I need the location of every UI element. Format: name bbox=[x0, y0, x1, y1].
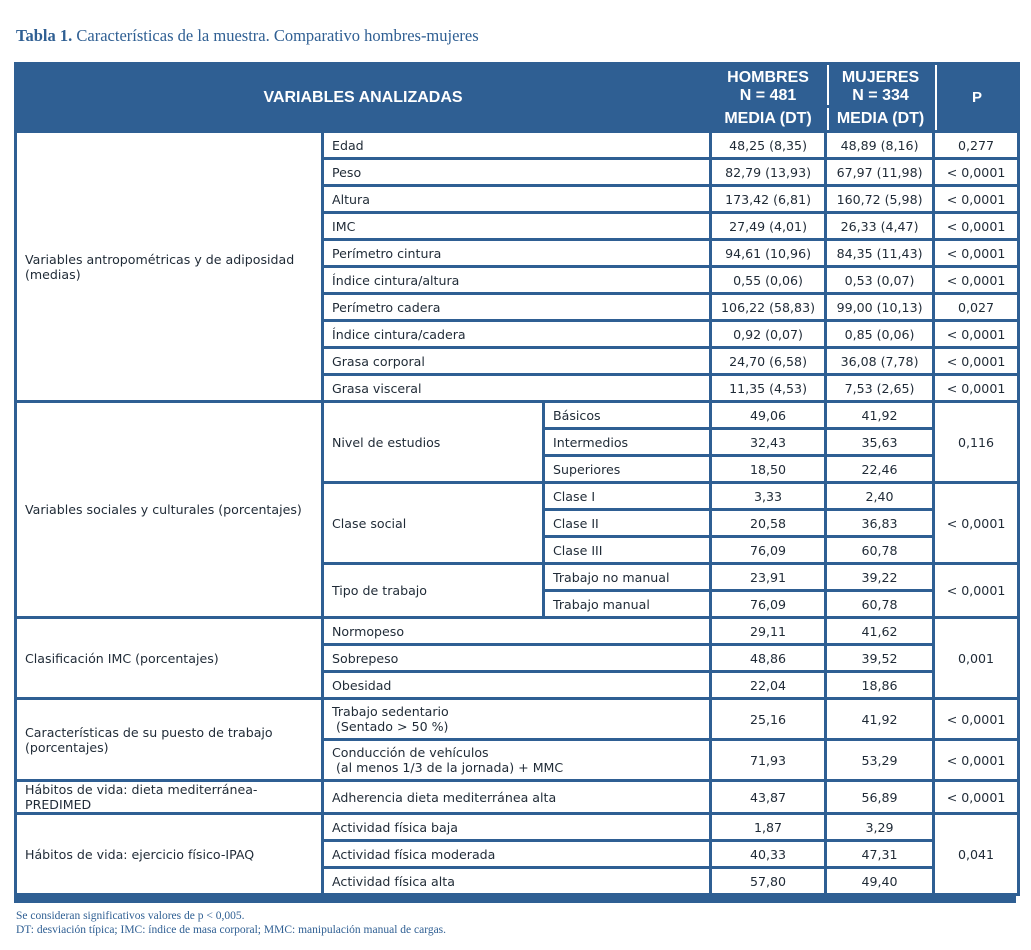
value-mujeres: 48,89 (8,16) bbox=[827, 133, 932, 157]
row-label: Superiores bbox=[545, 457, 709, 481]
value-hombres: 23,91 bbox=[712, 565, 824, 589]
value-hombres: 22,04 bbox=[712, 673, 824, 697]
row-label bbox=[324, 741, 709, 779]
value-hombres: 49,06 bbox=[712, 403, 824, 427]
table-footnote bbox=[16, 909, 446, 937]
subgroup-estudios: Nivel de estudios bbox=[324, 403, 542, 481]
value-p: < 0,0001 bbox=[935, 782, 1017, 812]
caption-label: Tabla 1. bbox=[16, 26, 73, 45]
value-hombres: 48,25 (8,35) bbox=[712, 133, 824, 157]
header-hombres-n: N = 481 bbox=[739, 87, 797, 104]
value-mujeres: 41,92 bbox=[827, 403, 932, 427]
row-label: Índice cintura/altura bbox=[324, 268, 709, 292]
value-hombres: 25,16 bbox=[712, 700, 824, 738]
row-label: Intermedios bbox=[545, 430, 709, 454]
value-p: < 0,0001 bbox=[935, 741, 1017, 779]
value-p: 0,041 bbox=[935, 815, 1017, 893]
value-hombres: 173,42 (6,81) bbox=[712, 187, 824, 211]
row-label: Normopeso bbox=[324, 619, 709, 643]
header-mujeres-n: N = 334 bbox=[852, 87, 909, 104]
group-antropo: Variables antropométricas y de adiposidad (medias) bbox=[17, 133, 321, 400]
value-mujeres: 47,31 bbox=[827, 842, 932, 866]
value-hombres: 0,92 (0,07) bbox=[712, 322, 824, 346]
value-hombres: 40,33 bbox=[712, 842, 824, 866]
row-label: IMC bbox=[324, 214, 709, 238]
row-label: Perímetro cintura bbox=[324, 241, 709, 265]
row-label: Perímetro cadera bbox=[324, 295, 709, 319]
footnote-line-1: Se consideran significativos valores de p < 0,005. bbox=[16, 910, 245, 922]
value-mujeres: 35,63 bbox=[827, 430, 932, 454]
value-mujeres: 67,97 (11,98) bbox=[827, 160, 932, 184]
value-p: < 0,0001 bbox=[935, 268, 1017, 292]
row-label: Básicos bbox=[545, 403, 709, 427]
value-mujeres: 84,35 (11,43) bbox=[827, 241, 932, 265]
value-p: 0,116 bbox=[935, 403, 1017, 481]
row-label: Grasa corporal bbox=[324, 349, 709, 373]
row-label: Obesidad bbox=[324, 673, 709, 697]
value-mujeres: 60,78 bbox=[827, 538, 932, 562]
row-label: Actividad física baja bbox=[324, 815, 709, 839]
value-mujeres: 160,72 (5,98) bbox=[827, 187, 932, 211]
value-hombres: 20,58 bbox=[712, 511, 824, 535]
value-hombres: 48,86 bbox=[712, 646, 824, 670]
header-variables: VARIABLES ANALIZADAS bbox=[17, 65, 709, 130]
value-mujeres: 2,40 bbox=[827, 484, 932, 508]
row-label: Índice cintura/cadera bbox=[324, 322, 709, 346]
value-hombres: 32,43 bbox=[712, 430, 824, 454]
table-row bbox=[17, 700, 1017, 738]
row-label: Clase III bbox=[545, 538, 709, 562]
row-label bbox=[324, 700, 709, 738]
row-label-line2: (al menos 1/3 de la jornada) + MMC bbox=[336, 760, 564, 775]
value-hombres: 1,87 bbox=[712, 815, 824, 839]
row-label: Clase I bbox=[545, 484, 709, 508]
row-label: Actividad física alta bbox=[324, 869, 709, 893]
value-mujeres: 36,83 bbox=[827, 511, 932, 535]
value-p: 0,277 bbox=[935, 133, 1017, 157]
value-mujeres: 53,29 bbox=[827, 741, 932, 779]
value-mujeres: 26,33 (4,47) bbox=[827, 214, 932, 238]
header-hombres bbox=[712, 65, 824, 105]
value-hombres: 3,33 bbox=[712, 484, 824, 508]
value-mujeres: 39,22 bbox=[827, 565, 932, 589]
row-label: Clase II bbox=[545, 511, 709, 535]
value-p: < 0,0001 bbox=[935, 349, 1017, 373]
value-mujeres: 56,89 bbox=[827, 782, 932, 812]
value-mujeres: 0,53 (0,07) bbox=[827, 268, 932, 292]
value-hombres: 27,49 (4,01) bbox=[712, 214, 824, 238]
value-p: < 0,0001 bbox=[935, 376, 1017, 400]
value-mujeres: 18,86 bbox=[827, 673, 932, 697]
group-dieta: Hábitos de vida: dieta mediterránea-PREDIMED bbox=[17, 782, 321, 812]
value-p: 0,027 bbox=[935, 295, 1017, 319]
row-label: Edad bbox=[324, 133, 709, 157]
row-label: Sobrepeso bbox=[324, 646, 709, 670]
value-hombres: 94,61 (10,96) bbox=[712, 241, 824, 265]
group-imc: Clasificación IMC (porcentajes) bbox=[17, 619, 321, 697]
row-label: Grasa visceral bbox=[324, 376, 709, 400]
header-mujeres bbox=[827, 65, 932, 105]
value-hombres: 0,55 (0,06) bbox=[712, 268, 824, 292]
row-label: Trabajo no manual bbox=[545, 565, 709, 589]
value-mujeres: 49,40 bbox=[827, 869, 932, 893]
value-p: < 0,0001 bbox=[935, 160, 1017, 184]
value-hombres: 57,80 bbox=[712, 869, 824, 893]
row-label: Altura bbox=[324, 187, 709, 211]
value-mujeres: 41,92 bbox=[827, 700, 932, 738]
row-label: Trabajo manual bbox=[545, 592, 709, 616]
value-p: < 0,0001 bbox=[935, 187, 1017, 211]
row-label-line1: Trabajo sedentario bbox=[332, 704, 449, 719]
header-media-hombres: MEDIA (DT) bbox=[712, 108, 824, 130]
value-mujeres: 0,85 (0,06) bbox=[827, 322, 932, 346]
value-hombres: 29,11 bbox=[712, 619, 824, 643]
row-label: Peso bbox=[324, 160, 709, 184]
value-p: < 0,0001 bbox=[935, 241, 1017, 265]
subgroup-trabajo: Tipo de trabajo bbox=[324, 565, 542, 616]
value-hombres: 76,09 bbox=[712, 592, 824, 616]
table-row bbox=[17, 815, 1017, 839]
row-label-line1: Conducción de vehículos bbox=[332, 745, 489, 760]
value-mujeres: 60,78 bbox=[827, 592, 932, 616]
value-hombres: 11,35 (4,53) bbox=[712, 376, 824, 400]
value-hombres: 106,22 (58,83) bbox=[712, 295, 824, 319]
value-p: < 0,0001 bbox=[935, 565, 1017, 616]
header-hombres-label: HOMBRES bbox=[727, 69, 809, 86]
value-hombres: 43,87 bbox=[712, 782, 824, 812]
value-mujeres: 36,08 (7,78) bbox=[827, 349, 932, 373]
value-mujeres: 3,29 bbox=[827, 815, 932, 839]
header-media-mujeres: MEDIA (DT) bbox=[827, 108, 932, 130]
row-label: Adherencia dieta mediterránea alta bbox=[324, 782, 709, 812]
value-hombres: 82,79 (13,93) bbox=[712, 160, 824, 184]
data-table bbox=[14, 62, 1020, 896]
header-mujeres-label: MUJERES bbox=[841, 69, 920, 86]
table-row bbox=[17, 403, 1017, 427]
value-p: < 0,0001 bbox=[935, 322, 1017, 346]
value-hombres: 24,70 (6,58) bbox=[712, 349, 824, 373]
value-mujeres: 99,00 (10,13) bbox=[827, 295, 932, 319]
header-p: P bbox=[935, 65, 1017, 130]
subgroup-clase: Clase social bbox=[324, 484, 542, 562]
value-mujeres: 41,62 bbox=[827, 619, 932, 643]
table-row bbox=[17, 619, 1017, 643]
caption-text: Características de la muestra. Comparativo hombres-mujeres bbox=[76, 26, 479, 45]
value-mujeres: 22,46 bbox=[827, 457, 932, 481]
footnote-line-2: DT: desviación típica; IMC: índice de masa corporal; MMC: manipulación manual de cargas. bbox=[16, 924, 447, 936]
value-hombres: 76,09 bbox=[712, 538, 824, 562]
group-social: Variables sociales y culturales (porcentajes) bbox=[17, 403, 321, 616]
table-row bbox=[17, 133, 1017, 157]
group-ipaq: Hábitos de vida: ejercicio físico-IPAQ bbox=[17, 815, 321, 893]
value-mujeres: 39,52 bbox=[827, 646, 932, 670]
value-hombres: 18,50 bbox=[712, 457, 824, 481]
row-label: Actividad física moderada bbox=[324, 842, 709, 866]
group-puesto: Características de su puesto de trabajo (porcentajes) bbox=[17, 700, 321, 779]
table-caption bbox=[16, 26, 479, 46]
value-p: < 0,0001 bbox=[935, 700, 1017, 738]
value-p: 0,001 bbox=[935, 619, 1017, 697]
header-row bbox=[17, 65, 1017, 105]
value-p: < 0,0001 bbox=[935, 214, 1017, 238]
value-p: < 0,0001 bbox=[935, 484, 1017, 562]
value-hombres: 71,93 bbox=[712, 741, 824, 779]
row-label-line2: (Sentado > 50 %) bbox=[336, 719, 449, 734]
value-mujeres: 7,53 (2,65) bbox=[827, 376, 932, 400]
table-row bbox=[17, 782, 1017, 812]
